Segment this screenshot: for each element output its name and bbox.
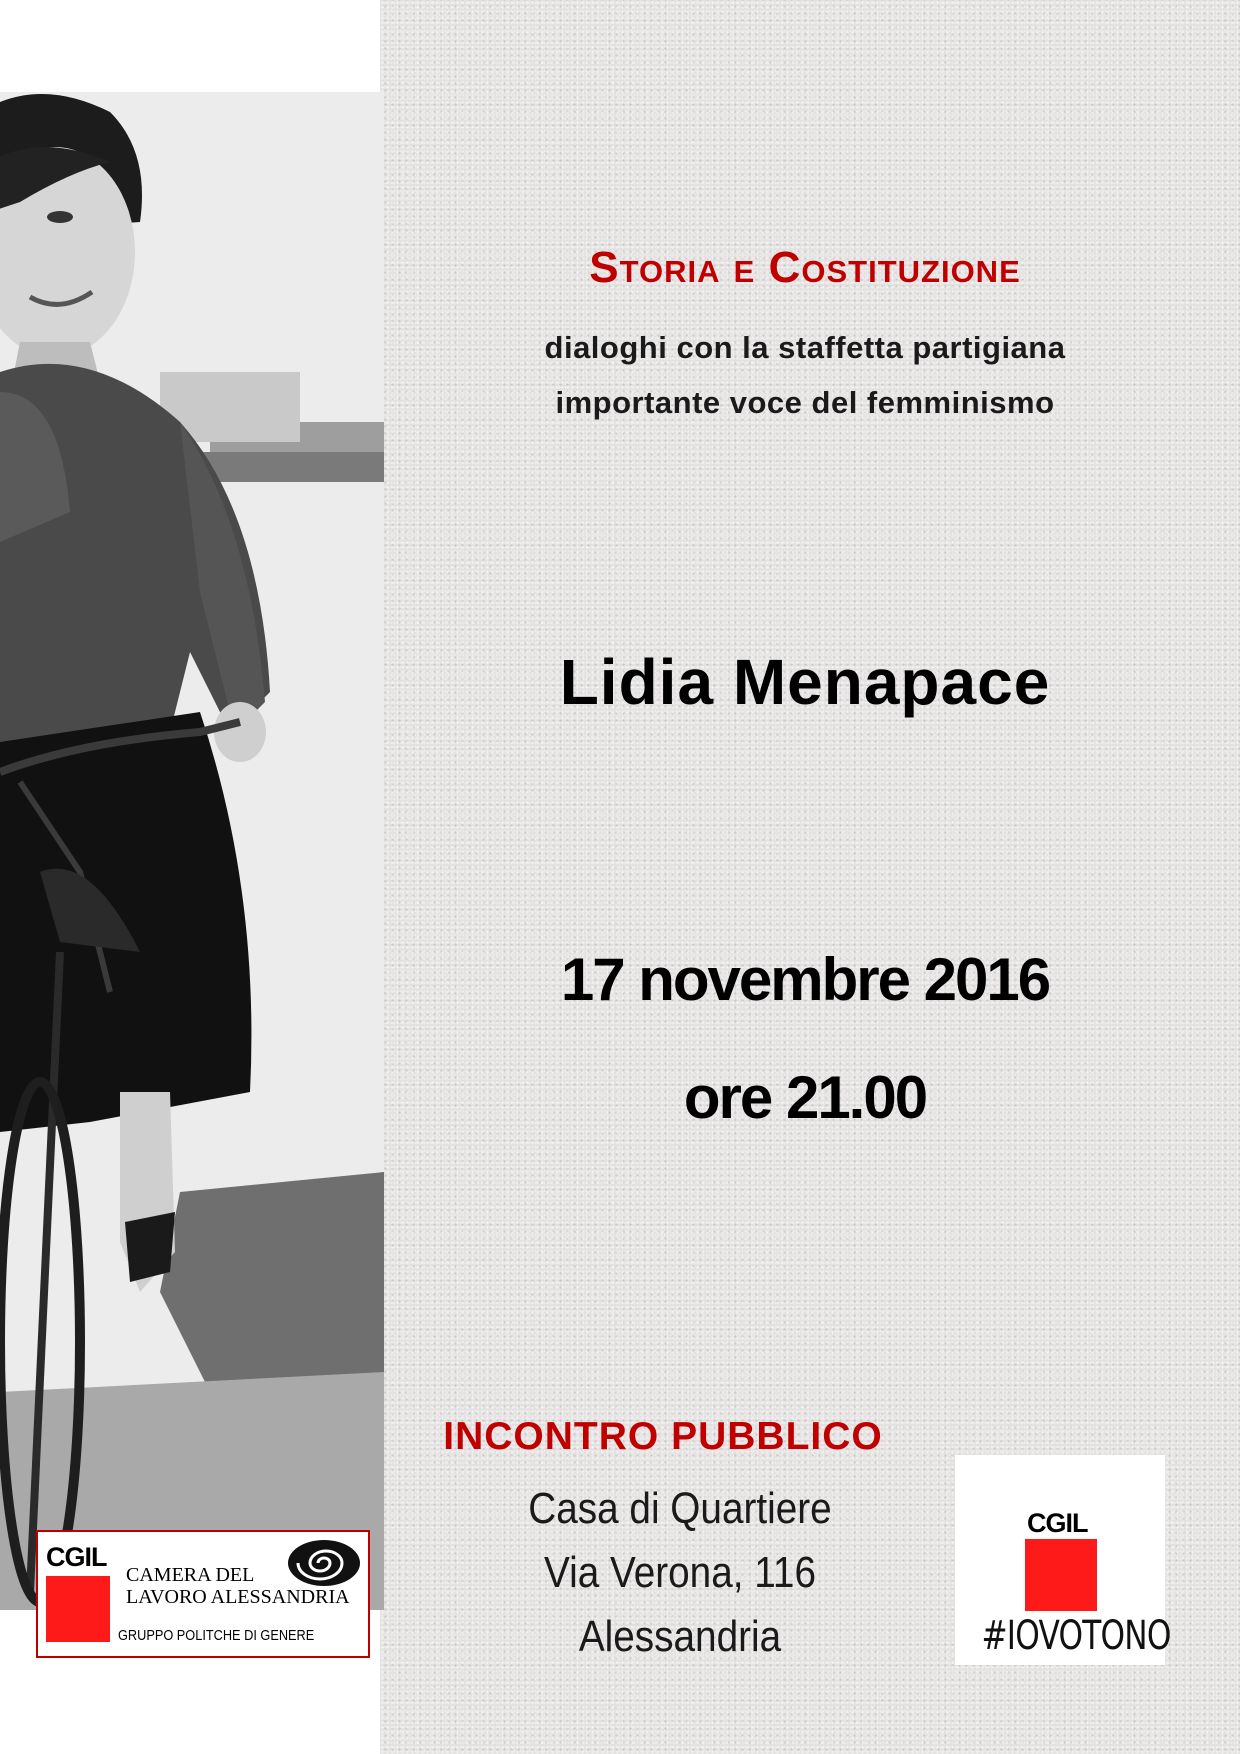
spiral-emblem-icon bbox=[286, 1538, 362, 1588]
speaker-name: Lidia Menapace bbox=[559, 646, 1051, 718]
event-title: Storia e Costituzione bbox=[589, 243, 1021, 292]
venue-heading: INCONTRO PUBBLICO bbox=[443, 1415, 883, 1458]
cgil-iovotono-logo bbox=[955, 1455, 1171, 1665]
event-time: ore 21.00 bbox=[683, 1064, 927, 1131]
iovotono-hashtag: #IOVOTONO bbox=[981, 1613, 1171, 1659]
venue-place: Casa di Quartiere bbox=[528, 1484, 832, 1533]
event-date: 17 novembre 2016 bbox=[560, 946, 1050, 1013]
venue-city: Alessandria bbox=[578, 1612, 782, 1661]
event-subtitle-line1: dialoghi con la staffetta partigiana bbox=[544, 330, 1066, 365]
cgil-brand-text: CGIL bbox=[1027, 1508, 1088, 1538]
cgil-camera-lavoro-logo bbox=[36, 1530, 370, 1658]
cgil-red-square bbox=[1025, 1539, 1097, 1611]
org-name-line2: LAVORO ALESSANDRIA bbox=[126, 1586, 350, 1608]
cgil-red-square bbox=[46, 1576, 110, 1642]
org-name-line1: CAMERA DEL bbox=[126, 1564, 255, 1586]
venue-street: Via Verona, 116 bbox=[543, 1548, 816, 1597]
historical-photo-woman-on-bicycle bbox=[0, 92, 384, 1610]
gender-policy-group-label: GRUPPO POLITCHE DI GENERE bbox=[118, 1627, 315, 1644]
cgil-brand-text: CGIL bbox=[46, 1542, 107, 1572]
event-subtitle-line2: importante voce del femminismo bbox=[555, 385, 1055, 420]
